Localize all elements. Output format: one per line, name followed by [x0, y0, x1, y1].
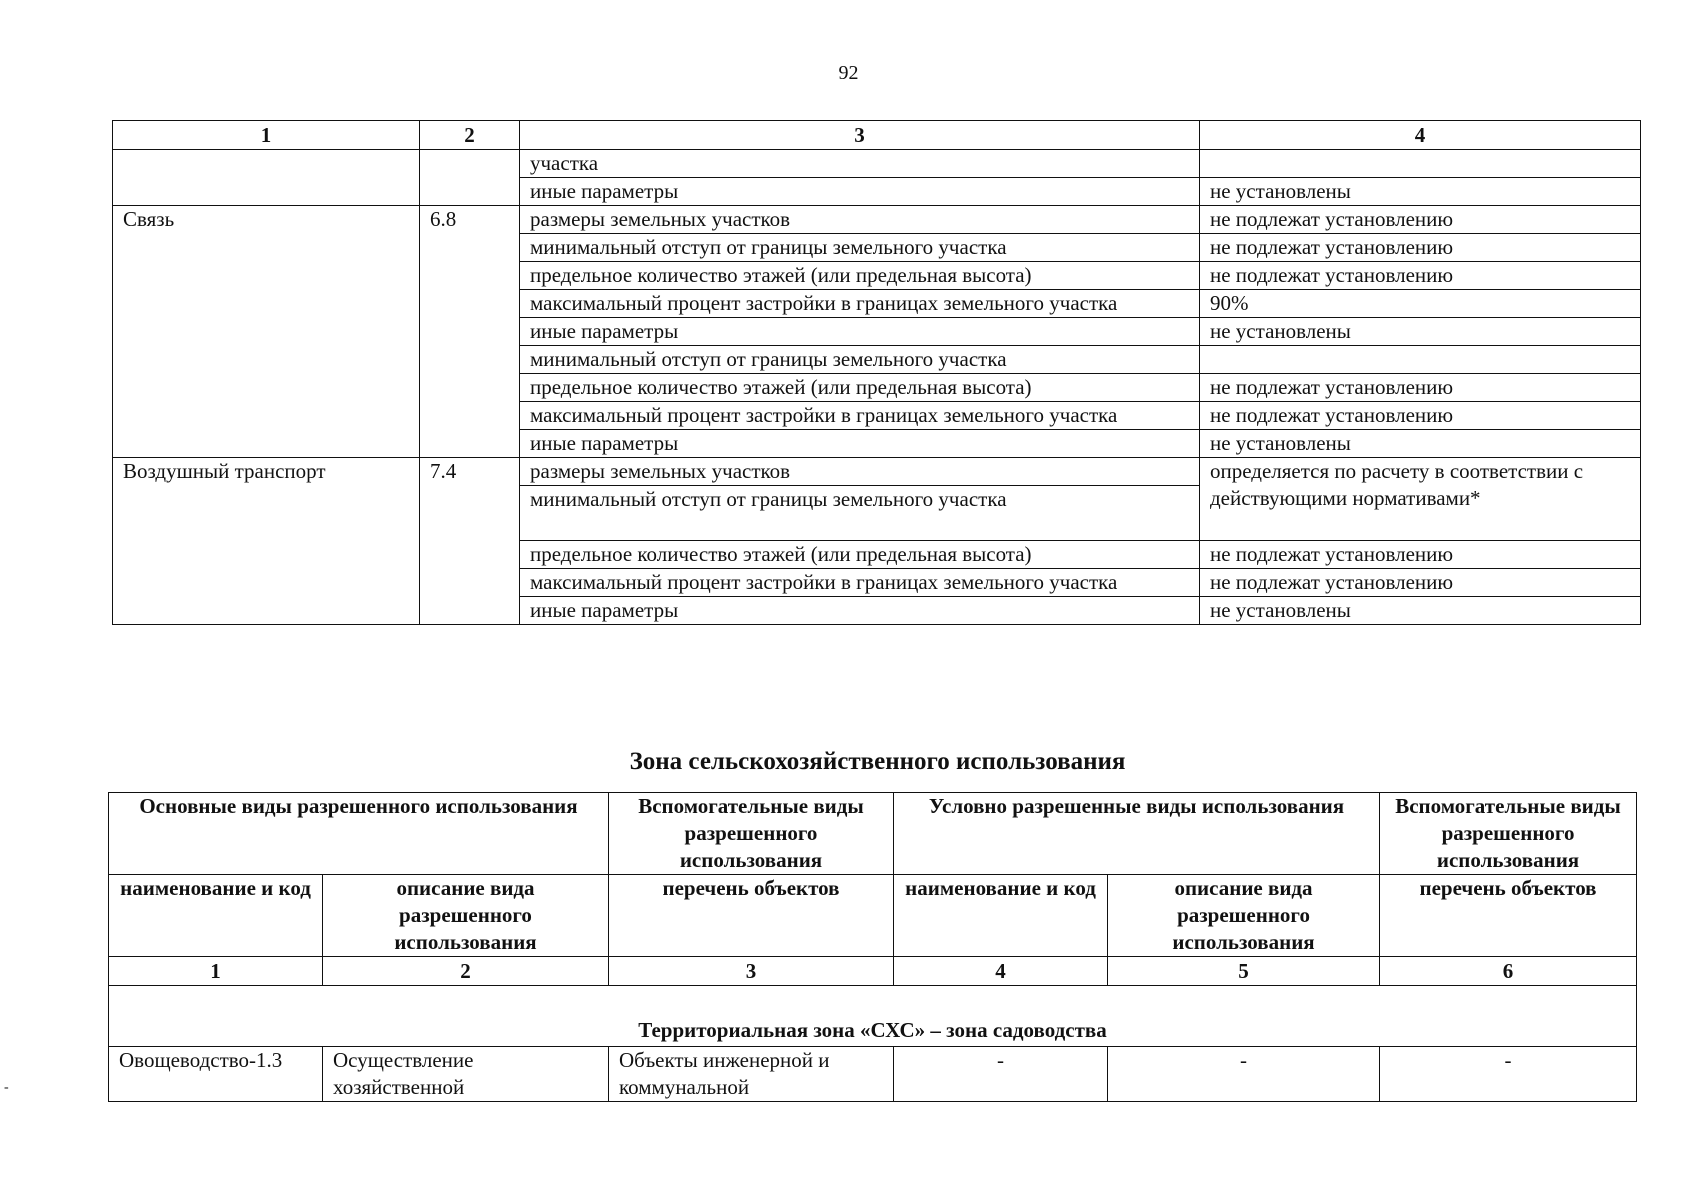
param-cell: иные параметры [520, 597, 1200, 625]
param-cell: минимальный отступ от границы земельного участка [520, 234, 1200, 262]
use-description: Осуществление хозяйственной [323, 1047, 609, 1102]
table-row [113, 458, 1641, 486]
zone-use-table [108, 792, 1637, 1102]
param-cell: иные параметры [520, 318, 1200, 346]
param-cell: иные параметры [520, 430, 1200, 458]
value-cell: 90% [1200, 290, 1641, 318]
param-cell: размеры земельных участков [520, 206, 1200, 234]
value-cell: не подлежат установлению [1200, 541, 1641, 569]
table-row [109, 1047, 1637, 1102]
page-number: 92 [838, 62, 859, 84]
group-header-row [109, 793, 1637, 875]
sub-header: перечень объектов [609, 875, 894, 957]
column-header: 1 [113, 121, 420, 150]
column-number: 5 [1108, 957, 1380, 986]
use-name-cell: Воздушный транспорт [113, 458, 420, 625]
column-number: 1 [109, 957, 323, 986]
zone-row [109, 986, 1637, 1047]
column-header: 2 [420, 121, 520, 150]
column-number: 6 [1380, 957, 1637, 986]
param-cell: предельное количество этажей (или предельная высота) [520, 374, 1200, 402]
sub-header: описание вида разрешенного использования [1108, 875, 1380, 957]
sub-header: наименование и код [109, 875, 323, 957]
margin-mark: - [4, 1080, 9, 1095]
value-cell [1200, 150, 1641, 178]
sub-header: перечень объектов [1380, 875, 1637, 957]
use-code-cell: 7.4 [420, 458, 520, 625]
column-header: 4 [1200, 121, 1641, 150]
use-name-code: Овощеводство-1.3 [109, 1047, 323, 1102]
param-cell: иные параметры [520, 178, 1200, 206]
param-cell: максимальный процент застройки в границах земельного участка [520, 402, 1200, 430]
group-header-conditional: Условно разрешенные виды использования [894, 793, 1380, 875]
territorial-zone-heading: Территориальная зона «СХС» – зона садоводства [109, 986, 1637, 1047]
value-cell: определяется по расчету в соответствии с действующими нормативами* [1200, 458, 1641, 541]
object-list: Объекты инженерной и коммунальной [609, 1047, 894, 1102]
sub-header: описание вида разрешенного использования [323, 875, 609, 957]
value-cell [1200, 346, 1641, 374]
group-header-aux-conditional: Вспомогательные виды разрешенного использования [1380, 793, 1637, 875]
value-cell: не подлежат установлению [1200, 402, 1641, 430]
param-cell: минимальный отступ от границы земельного участка [520, 346, 1200, 374]
value-cell: не установлены [1200, 178, 1641, 206]
conditional-object-list: - [1380, 1047, 1637, 1102]
table-row [113, 206, 1641, 234]
param-cell: размеры земельных участков [520, 458, 1200, 486]
value-cell: не подлежат установлению [1200, 206, 1641, 234]
column-number: 2 [323, 957, 609, 986]
column-header: 3 [520, 121, 1200, 150]
param-cell: предельное количество этажей (или предельная высота) [520, 262, 1200, 290]
value-cell: не установлены [1200, 597, 1641, 625]
use-code-cell [420, 150, 520, 206]
sub-header: наименование и код [894, 875, 1108, 957]
column-number: 4 [894, 957, 1108, 986]
table-row [113, 150, 1641, 178]
param-cell: участка [520, 150, 1200, 178]
number-row [109, 957, 1637, 986]
use-name-cell [113, 150, 420, 206]
conditional-description: - [1108, 1047, 1380, 1102]
group-header-main: Основные виды разрешенного использования [109, 793, 609, 875]
header-row [113, 121, 1641, 150]
param-cell: предельное количество этажей (или предельная высота) [520, 541, 1200, 569]
value-cell: не установлены [1200, 318, 1641, 346]
value-cell: не подлежат установлению [1200, 234, 1641, 262]
conditional-name-code: - [894, 1047, 1108, 1102]
param-cell: минимальный отступ от границы земельного участка [520, 486, 1200, 541]
param-cell: максимальный процент застройки в границах земельного участка [520, 290, 1200, 318]
value-cell: не подлежат установлению [1200, 374, 1641, 402]
zone-title: Зона сельскохозяйственного использования [629, 748, 1126, 775]
parameters-table [112, 120, 1641, 625]
value-cell: не подлежат установлению [1200, 569, 1641, 597]
param-cell: максимальный процент застройки в границах земельного участка [520, 569, 1200, 597]
value-cell: не установлены [1200, 430, 1641, 458]
sub-header-row [109, 875, 1637, 957]
column-number: 3 [609, 957, 894, 986]
use-code-cell: 6.8 [420, 206, 520, 458]
value-cell: не подлежат установлению [1200, 262, 1641, 290]
group-header-aux: Вспомогательные виды разрешенного использования [609, 793, 894, 875]
use-name-cell: Связь [113, 206, 420, 458]
